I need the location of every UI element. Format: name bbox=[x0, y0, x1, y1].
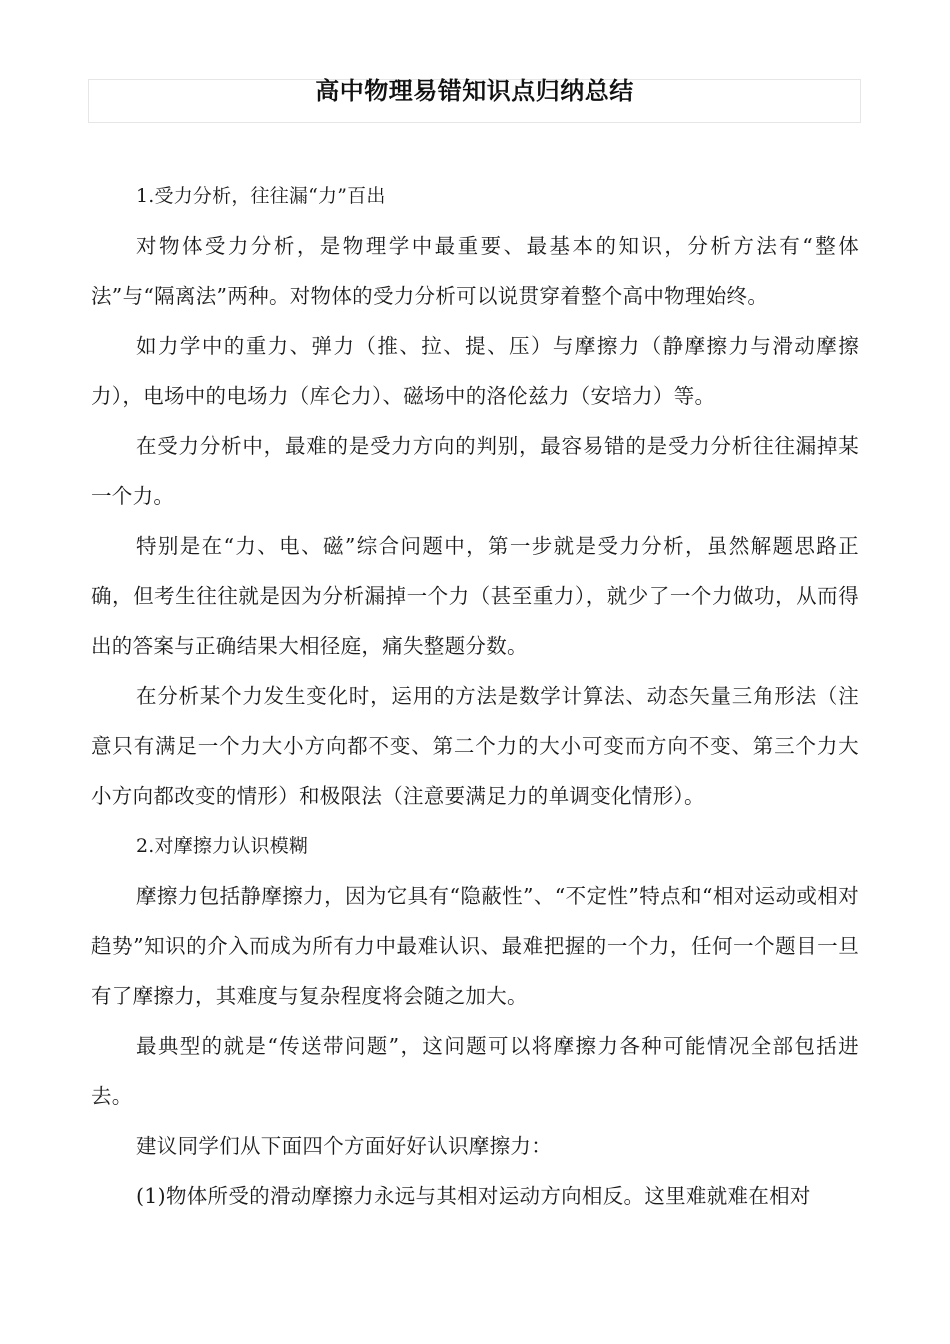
paragraph: 最典型的就是“传送带问题”，这问题可以将摩擦力各种可能情况全部包括进去。 bbox=[91, 1034, 859, 1108]
section-heading: 2.对摩擦力认识模糊 bbox=[136, 835, 309, 857]
document-title: 高中物理易错知识点归纳总结 bbox=[315, 77, 634, 105]
paragraph: 在分析某个力发生变化时，运用的方法是数学计算法、动态矢量三角形法（注意只有满足一个力大小方向都不变、第二个力的大小可变而方向不变、第三个力大小方向都改变的情形）和极限法（注意要满足力的单调变化情形）。 bbox=[91, 684, 859, 808]
section-heading: 1.受力分析，往往漏“力”百出 bbox=[136, 185, 386, 207]
paragraph: 在受力分析中，最难的是受力方向的判别，最容易错的是受力分析往往漏掉某一个力。 bbox=[91, 434, 859, 508]
paragraph: 摩擦力包括静摩擦力，因为它具有“隐蔽性”、“不定性”特点和“相对运动或相对趋势”知识的介入而成为所有力中最难认识、最难把握的一个力，任何一个题目一旦有了摩擦力，其难度与复杂程度将会随之加大。 bbox=[91, 884, 859, 1008]
paragraph: 对物体受力分析，是物理学中最重要、最基本的知识，分析方法有“整体法”与“隔离法”两种。对物体的受力分析可以说贯穿着整个高中物理始终。 bbox=[91, 234, 859, 308]
paragraph: 建议同学们从下面四个方面好好认识摩擦力： bbox=[136, 1134, 552, 1158]
title-box bbox=[88, 79, 861, 123]
paragraph: 特别是在“力、电、磁”综合问题中，第一步就是受力分析，虽然解题思路正确，但考生往往就是因为分析漏掉一个力（甚至重力），就少了一个力做功，从而得出的答案与正确结果大相径庭，痛失整题分数。 bbox=[91, 534, 859, 658]
paragraph: (1)物体所受的滑动摩擦力永远与其相对运动方向相反。这里难就难在相对 bbox=[136, 1184, 811, 1208]
paragraph: 如力学中的重力、弹力（推、拉、提、压）与摩擦力（静摩擦力与滑动摩擦力），电场中的电场力（库仑力）、磁场中的洛伦兹力（安培力）等。 bbox=[91, 334, 859, 408]
document-body bbox=[91, 171, 859, 1221]
